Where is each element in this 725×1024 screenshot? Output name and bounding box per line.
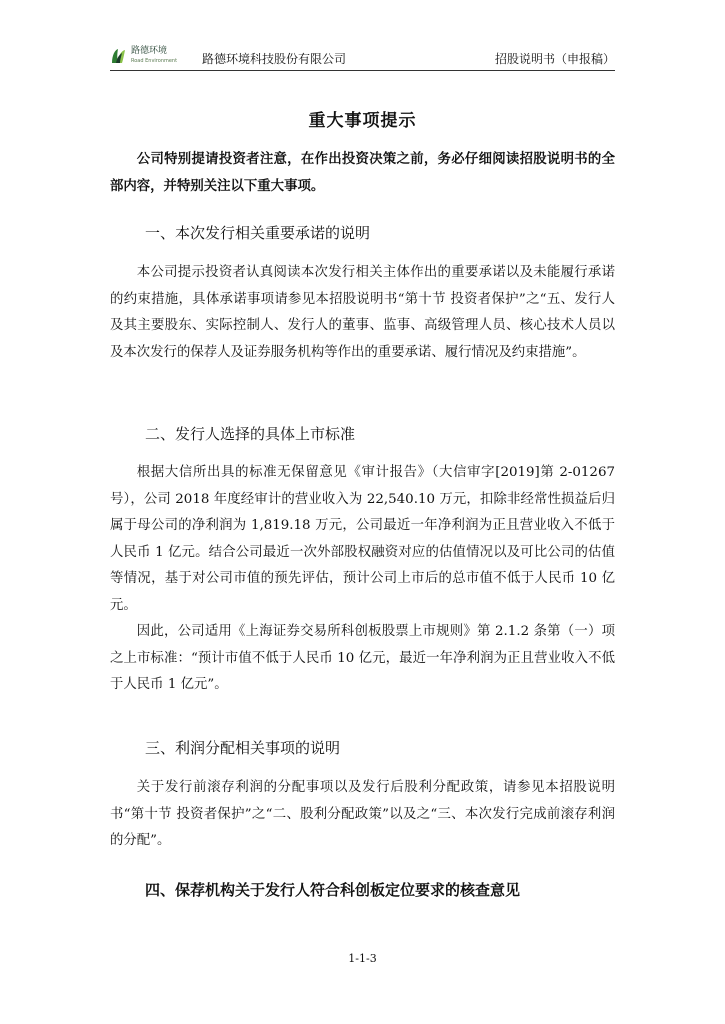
logo-english-text: Road Environment [131,58,178,64]
section-3-heading: 三、利润分配相关事项的说明 [145,739,341,757]
logo-chinese-text: 路德环境 [131,46,168,56]
section-2-paragraph-2: 因此，公司适用《上海证券交易所科创板股票上市规则》第 2.1.2 条第（一）项之上市标准：“预计市值不低于人民币 10 亿元，最近一年净利润为正且营业收入不低于人民币 1 亿元”。 [110,624,615,692]
logo-wordmark [131,46,177,66]
intro-paragraph: 公司特别提请投资者注意，在作出投资决策之前，务必仔细阅读招股说明书的全部内容，并特别关注以下重大事项。 [110,152,615,194]
section-1-paragraph-1: 本公司提示投资者认真阅读本次发行相关主体作出的重要承诺以及未能履行承诺的约束措施，具体承诺事项请参见本招股说明书“第十节 投资者保护”之“五、发行人及其主要股东、实际控制人、发行人的董事、监事、高级管理人员、核心技术人员以及本次发行的保荐人及证券服务机构等作出的重要承诺、履行情况及约束措施”。 [110,265,615,360]
section-3-paragraph-1: 关于发行前滚存利润的分配事项以及发行后股利分配政策，请参见本招股说明书“第十节 投资者保护”之“二、股利分配政策”以及之“三、本次发行完成前滚存利润的分配”。 [110,780,615,848]
page-title: 重大事项提示 [308,111,417,131]
page-header [110,44,615,71]
section-2-heading: 二、发行人选择的具体上市标准 [145,425,356,443]
company-logo-icon [110,47,128,65]
section-2-paragraph-1: 根据大信所出具的标准无保留意见《审计报告》（大信审字[2019]第 2-01267 号），公司 2018 年度经审计的营业收入为 22,540.10 万元，扣除非经常性损益后归属于母公司的净利润为 1,819.18 万元，公司最近一年净利润为正且营业收入不低于人民币 1 亿元。结合公司最近一次外部股权融资对应的估值情况以及可比公司的估值等情况，基于对公司市值的预先评估，预计公司上市后的总市值不低于人民币 10 亿元。 [110,465,615,613]
header-company-name: 路德环境科技股份有限公司 [202,52,347,66]
section-4-heading: 四、保荐机构关于发行人符合科创板定位要求的核查意见 [145,881,521,899]
section-1-heading: 一、本次发行相关重要承诺的说明 [145,224,371,242]
header-document-name: 招股说明书（申报稿） [494,52,615,66]
page-number: 1-1-3 [348,952,377,965]
